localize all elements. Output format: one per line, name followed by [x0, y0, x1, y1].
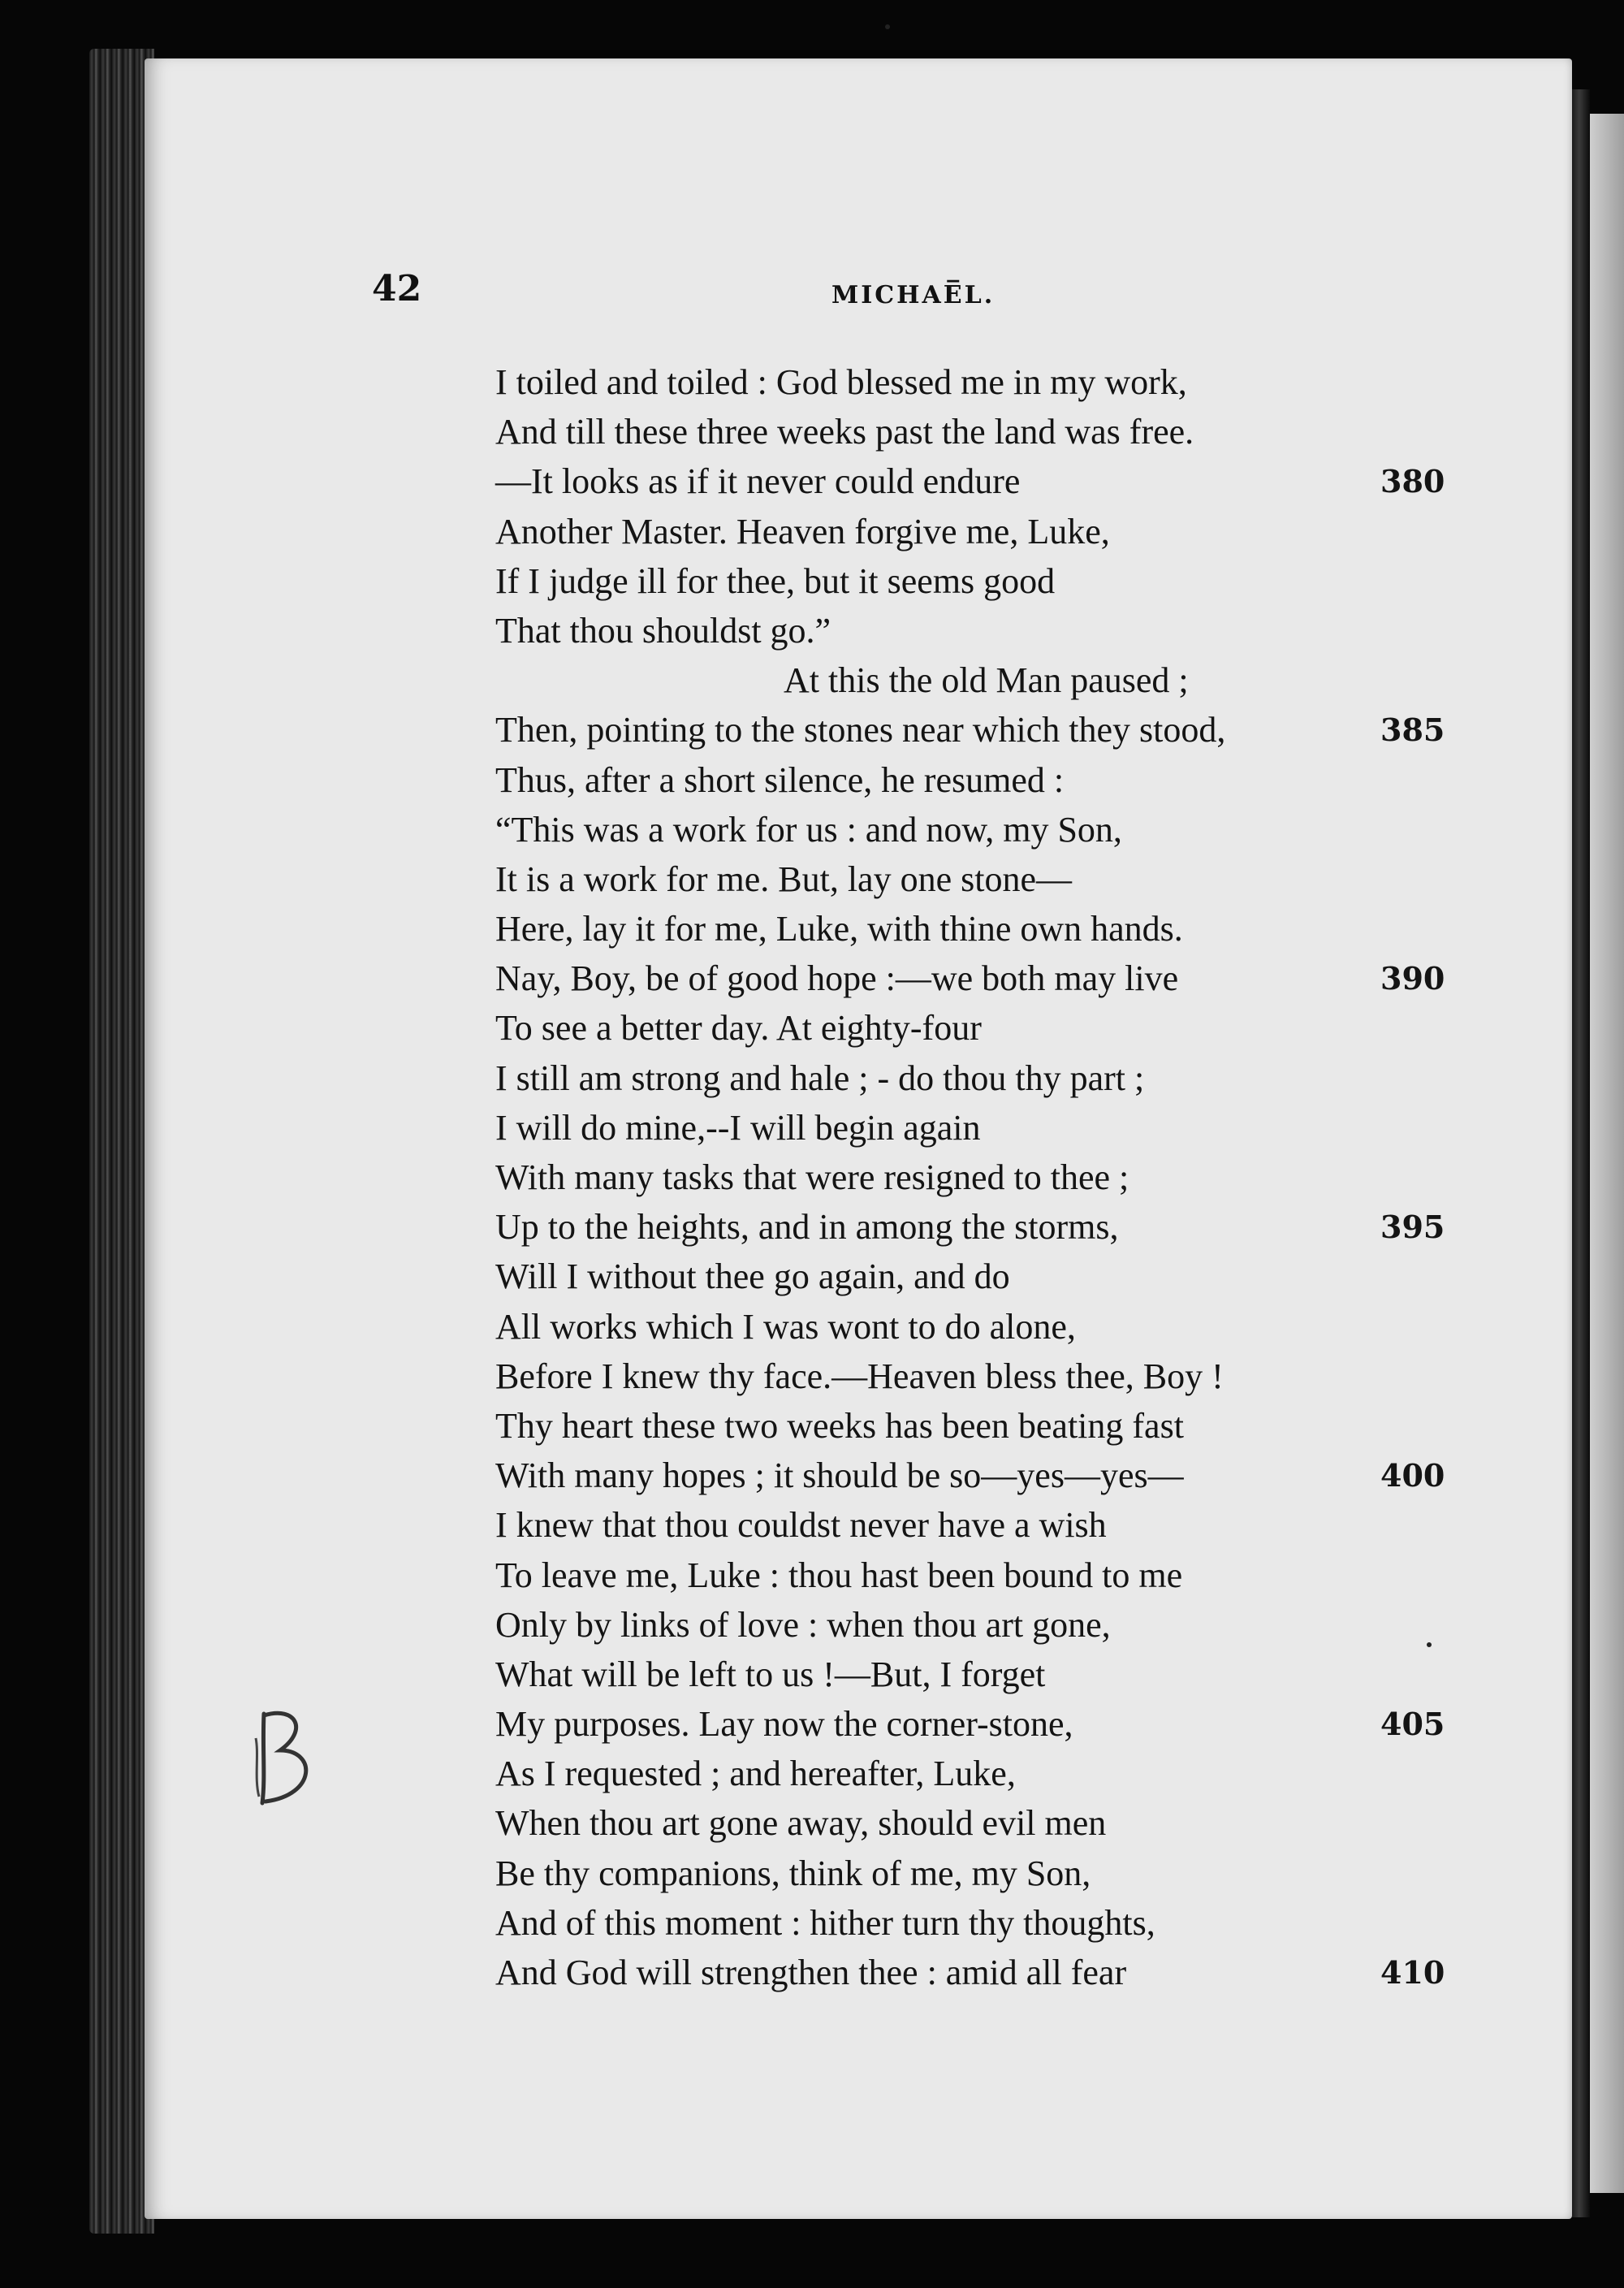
- poem-line: [495, 1948, 1470, 1997]
- page-number: 42: [372, 268, 422, 309]
- poem-line-text: Before I knew thy face.—Heaven bless thee, Boy !: [495, 1356, 1224, 1396]
- speck-mark: [1427, 1642, 1432, 1647]
- poem-line-text: Only by links of love : when thou art gone,: [495, 1604, 1111, 1645]
- poem-line-text: Nay, Boy, be of good hope :—we both may live: [495, 958, 1179, 999]
- right-page-edge: [1572, 89, 1590, 2217]
- poem-line-text: As I requested ; and hereafter, Luke,: [495, 1754, 1016, 1794]
- poem-line: [495, 606, 1470, 655]
- poem-line: [495, 1252, 1470, 1301]
- poem-line-text: —It looks as if it never could endure: [495, 461, 1021, 502]
- poem-line: [495, 1451, 1470, 1500]
- poem-line-text: To see a better day. At eighty-four: [495, 1008, 982, 1049]
- poem-line-text: To leave me, Luke : thou hast been bound to me: [495, 1555, 1183, 1595]
- facing-page-sliver: [1590, 114, 1624, 2193]
- poem-line: [495, 1401, 1470, 1451]
- poem-line-text: And till these three weeks past the land was free.: [495, 412, 1194, 452]
- poem-line-text: What will be left to us !—But, I forget: [495, 1654, 1046, 1694]
- poem-line: [495, 1749, 1470, 1798]
- poem-line: [495, 1202, 1470, 1252]
- line-number: 410: [1380, 1954, 1445, 1991]
- poem-line-text: Then, pointing to the stones near which they stood,: [495, 710, 1226, 750]
- poem-line: [495, 1898, 1470, 1948]
- poem-line: [495, 1798, 1470, 1848]
- poem-line-text: When thou art gone away, should evil men: [495, 1803, 1107, 1844]
- poem-line-text: And of this moment : hither turn thy thoughts,: [495, 1902, 1155, 1943]
- speck-mark: [885, 24, 890, 29]
- poem-line: [495, 1103, 1470, 1153]
- poem-text: [495, 357, 1470, 1997]
- poem-line-text: At this the old Man paused ;: [784, 660, 1189, 701]
- poem-line: [495, 357, 1470, 407]
- poem-line-text: Another Master. Heaven forgive me, Luke,: [495, 511, 1110, 551]
- line-number: 380: [1380, 463, 1445, 500]
- poem-line: [495, 1500, 1470, 1550]
- poem-line-text: That thou shouldst go.”: [495, 610, 831, 651]
- poem-line-text: Thus, after a short silence, he resumed :: [495, 759, 1065, 800]
- poem-line: [495, 1153, 1470, 1202]
- poem-line: [495, 1849, 1470, 1898]
- poem-line-text: “This was a work for us : and now, my Son,: [495, 809, 1122, 850]
- poem-line-text: I toiled and toiled : God blessed me in my work,: [495, 362, 1187, 402]
- line-number: 400: [1380, 1457, 1445, 1494]
- poem-line: [495, 507, 1470, 556]
- poem-line: [495, 805, 1470, 854]
- poem-line-text: I will do mine,--I will begin again: [495, 1107, 981, 1148]
- poem-line: [495, 556, 1470, 606]
- poem-line: [495, 1352, 1470, 1401]
- poem-line-text: Be thy companions, think of me, my Son,: [495, 1853, 1091, 1893]
- poem-line-text: Up to the heights, and in among the storms,: [495, 1207, 1119, 1248]
- poem-line: [495, 1053, 1470, 1103]
- poem-line-text: With many hopes ; it should be so—yes—yes—: [495, 1455, 1184, 1496]
- poem-line-text: I knew that thou couldst never have a wish: [495, 1505, 1107, 1546]
- poem-line-text: With many tasks that were resigned to thee ;: [495, 1157, 1129, 1197]
- poem-line-text: Will I without thee go again, and do: [495, 1256, 1010, 1297]
- poem-line-text: It is a work for me. But, lay one stone—: [495, 859, 1072, 899]
- line-number: 405: [1380, 1706, 1445, 1743]
- line-number: 390: [1380, 960, 1445, 997]
- poem-line-text: All works which I was wont to do alone,: [495, 1306, 1076, 1347]
- poem-line: [495, 1003, 1470, 1053]
- poem-line-text: Thy heart these two weeks has been beating fast: [495, 1405, 1184, 1446]
- poem-line-text: I still am strong and hale ; - do thou thy part ;: [495, 1057, 1145, 1098]
- poem-line-text: If I judge ill for thee, but it seems good: [495, 560, 1056, 601]
- line-number: 385: [1380, 711, 1445, 749]
- line-number: 395: [1380, 1209, 1445, 1246]
- handwritten-b-mark: [248, 1706, 321, 1811]
- poem-line: [495, 755, 1470, 805]
- poem-line: [495, 1551, 1470, 1600]
- poem-line-text: My purposes. Lay now the corner-stone,: [495, 1704, 1073, 1745]
- poem-line: [495, 1650, 1470, 1699]
- poem-line: [495, 705, 1470, 755]
- poem-line: [495, 456, 1470, 506]
- poem-line: [495, 854, 1470, 904]
- running-head: MICHAE̅L.: [831, 281, 996, 309]
- poem-line: [495, 655, 1470, 705]
- poem-line-text: Here, lay it for me, Luke, with thine own hands.: [495, 909, 1183, 949]
- poem-line: [495, 904, 1470, 954]
- poem-line: [495, 1302, 1470, 1352]
- poem-line: [495, 954, 1470, 1003]
- poem-line: [495, 407, 1470, 456]
- poem-line: [495, 1699, 1470, 1749]
- poem-line: [495, 1600, 1470, 1650]
- poem-line-text: And God will strengthen thee : amid all fear: [495, 1953, 1127, 1992]
